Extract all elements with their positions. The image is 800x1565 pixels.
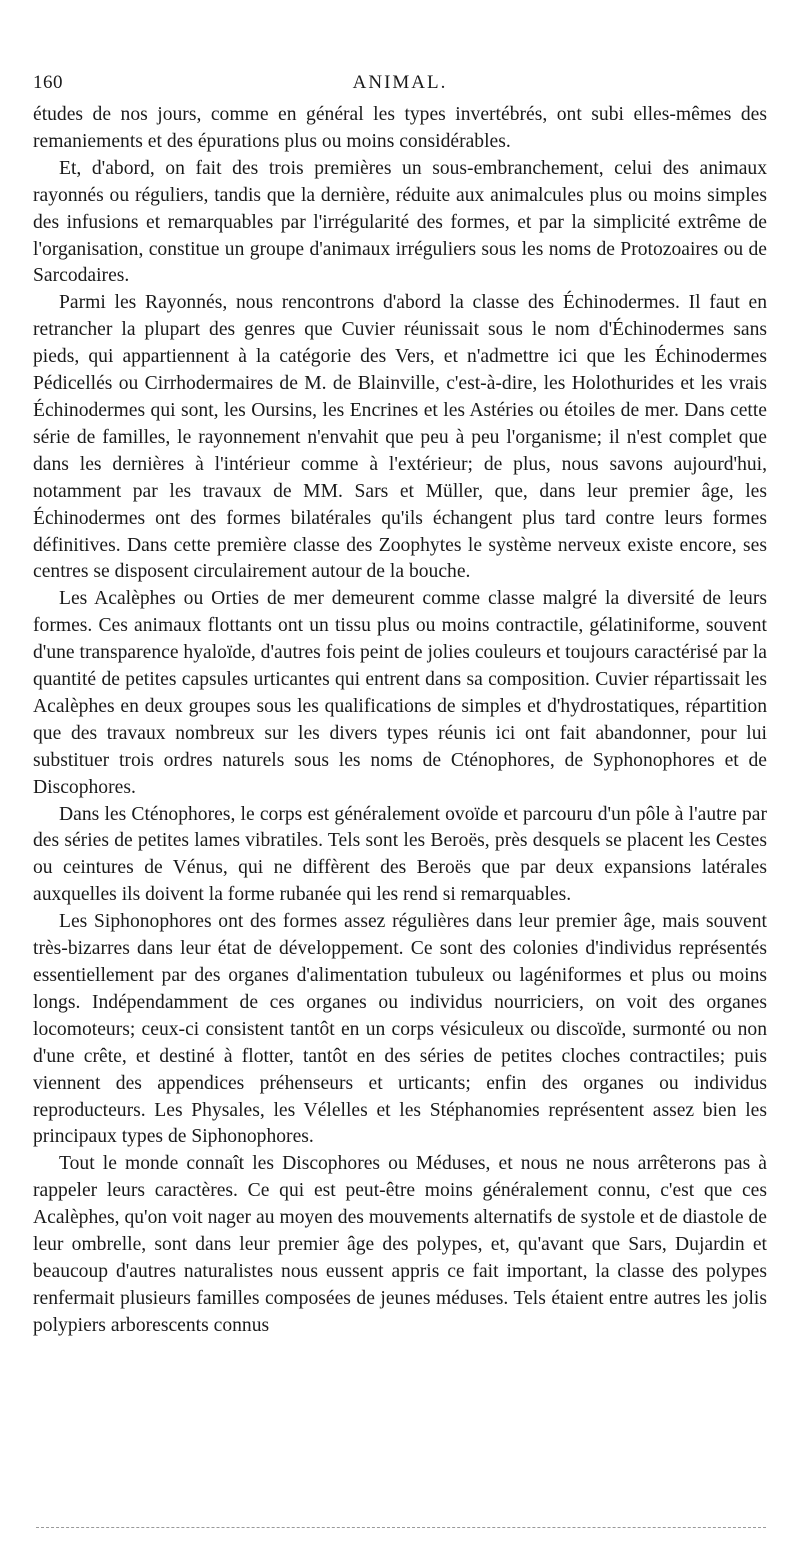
document-page: [33, 68, 767, 1340]
paragraph: Les Siphonophores ont des formes assez régulières dans leur premier âge, mais souvent très-bizarres dans leur état de développement. Ce sont des colonies d'individus représentés essentiellement par des organes d'alimentation tubuleux ou lagéniformes et plus ou moins longs. Indépendamment de ces organes ou individus nourriciers, on voit des organes locomoteurs; ceux-ci consistent tantôt en un corps vésiculeux ou discoïde, surmonté ou non d'une crête, et destiné à flotter, tantôt en des séries de petites cloches contractiles; puis viennent des appendices préhenseurs et urticants; enfin des organes ou individus reproducteurs. Les Physales, les Vélelles et les Stéphanomies représentent assez bien les principaux types de Siphonophores.: [33, 911, 767, 1148]
paragraph: Les Acalèphes ou Orties de mer demeurent comme classe malgré la diversité de leurs formes. Ces animaux flottants ont un tissu plus ou moins contractile, gélatiniforme, souvent d'une transparence hyaloïde, d'autres fois peint de jolies couleurs et toujours caractérisé par la quantité de petites capsules urticantes qui entrent dans sa composition. Cuvier répartissait les Acalèphes en deux groupes sous les qualifications de simples et d'hydrostatiques, répartition que des travaux nombreux sur les divers types réunis ici ont fait abandonner, pour lui substituer trois ordres naturels sous les noms de Cténophores, de Syphonophores et de Discophores.: [33, 588, 767, 798]
footer-rule: [36, 1527, 766, 1528]
page-number: 160: [33, 72, 63, 93]
paragraph-continued: études de nos jours, comme en général les types invertébrés, ont subi elles-mêmes des remaniements et des épurations plus ou moins considérables.: [33, 104, 767, 152]
paragraph: Tout le monde connaît les Discophores ou Méduses, et nous ne nous arrêterons pas à rappeler leurs caractères. Ce qui est peut-être moins généralement connu, c'est que ces Acalèphes, qu'on voit nager au moyen des mouvements alternatifs de systole et de diastole de leur ombrelle, sont dans leur premier âge des polypes, et, qu'avant que Sars, Dujardin et beaucoup d'autres naturalistes nous eussent appris ce fait important, la classe des polypes renfermait plusieurs familles composées de jeunes méduses. Tels étaient entre autres les jolis polypiers arborescents connus: [33, 1153, 767, 1336]
body-text: [33, 102, 767, 1340]
running-head: ANIMAL.: [352, 72, 448, 93]
paragraph: Parmi les Rayonnés, nous rencontrons d'abord la classe des Échinodermes. Il faut en retrancher la plupart des genres que Cuvier réunissait sous le nom d'Échinodermes sans pieds, qui appartiennent à la catégorie des Vers, et n'admettre ici que les Échinodermes Pédicellés ou Cirrhodermaires de M. de Blainville, c'est-à-dire, les Holothurides et les vrais Échinodermes qui sont, les Oursins, les Encrines et les Astéries ou étoiles de mer. Dans cette série de familles, le rayonnement n'envahit que peu à peu l'organisme; il n'est complet que dans les dernières à l'intérieur comme à l'extérieur; de plus, nous savons aujourd'hui, notamment par les travaux de MM. Sars et Müller, que, dans leur premier âge, les Échinodermes ont des formes bilatérales qu'ils échangent plus tard contre leurs formes définitives. Dans cette première classe des Zoophytes le système nerveux existe encore, ses centres se disposent circulairement autour de la bouche.: [33, 292, 767, 583]
paragraph: Et, d'abord, on fait des trois premières un sous-embranchement, celui des animaux rayonnés ou réguliers, tandis que la dernière, réduite aux animalcules plus ou moins simples des infusions et remarquables par l'irrégularité des formes, et par la simplicité extrême de l'organisation, constitue un groupe d'animaux irréguliers sous les noms de Protozoaires ou de Sarcodaires.: [33, 157, 767, 287]
paragraph: Dans les Cténophores, le corps est généralement ovoïde et parcouru d'un pôle à l'autre par des séries de petites lames vibratiles. Tels sont les Beroës, près desquels se placent les Cestes ou ceintures de Vénus, qui ne diffèrent des Beroës que par deux expansions latérales auxquelles ils doivent la forme rubanée qui les rend si remarquables.: [33, 803, 767, 906]
page-header: [33, 68, 767, 102]
